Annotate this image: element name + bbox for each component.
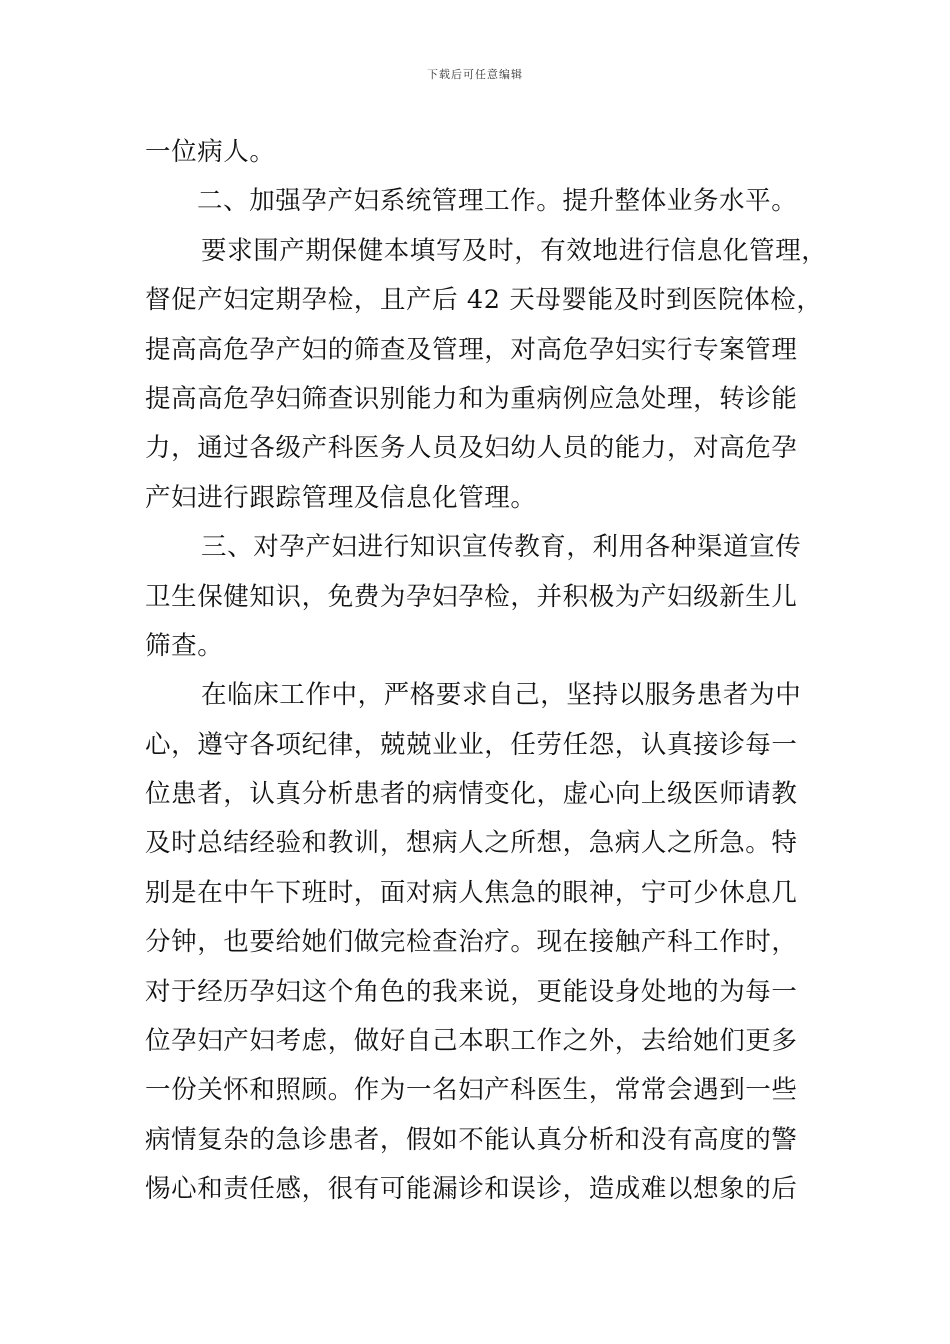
text-line: 及时总结经验和教训，想病人之所想，急病人之所急。特 xyxy=(145,828,798,859)
text-line: 一份关怀和照顾。作为一名妇产科医生，常常会遇到一些 xyxy=(145,1075,798,1106)
text-line: 位孕妇产妇考虑，做好自己本职工作之外，去给她们更多 xyxy=(145,1026,798,1057)
text-line: 惕心和责任感，很有可能漏诊和误诊，造成难以想象的后 xyxy=(145,1174,798,1205)
text-line: 提高高危孕产妇的筛查及管理，对高危孕妇实行专案管理 xyxy=(145,334,798,365)
text-line: 筛查。 xyxy=(145,630,224,661)
document-body xyxy=(145,128,828,1215)
section-heading-2: 二、加强孕产妇系统管理工作。提升整体业务水平。 xyxy=(197,186,798,217)
text-line: 对于经历孕妇这个角色的我来说，更能设身处地的为每一 xyxy=(145,976,798,1007)
paragraph-start: 在临床工作中，严格要求自己，坚持以服务患者为中 xyxy=(201,680,802,711)
text-line: 病情复杂的急诊患者，假如不能认真分析和没有高度的警 xyxy=(145,1124,798,1155)
text-line: 提高高危孕妇筛查识别能力和为重病例应急处理，转诊能 xyxy=(145,383,798,414)
text-line: 产妇进行跟踪管理及信息化管理。 xyxy=(145,482,537,513)
text-line: 位患者，认真分析患者的病情变化，虚心向上级医师请教 xyxy=(145,779,798,810)
text-line: 心，遵守各项纪律，兢兢业业，任劳任怨，认真接诊每一 xyxy=(145,729,798,760)
text-line: 督促产妇定期孕检，且产后 42 天母婴能及时到医院体检， xyxy=(145,285,823,316)
text-line: 分钟，也要给她们做完检查治疗。现在接触产科工作时， xyxy=(145,927,798,958)
text-line: 要求围产期保健本填写及时，有效地进行信息化管理， xyxy=(201,235,828,266)
text-line: 别是在中午下班时，面对病人焦急的眼神，宁可少休息几 xyxy=(145,877,798,908)
text-line: 卫生保健知识，免费为孕妇孕检，并积极为产妇级新生儿 xyxy=(145,581,798,612)
text-line: 力，通过各级产科医务人员及妇幼人员的能力，对高危孕 xyxy=(145,433,798,464)
section-heading-3: 三、对孕产妇进行知识宣传教育，利用各种渠道宣传 xyxy=(201,532,802,563)
text-line: 一位病人。 xyxy=(145,137,276,167)
page-header-note: 下载后可任意编辑 xyxy=(427,68,523,81)
